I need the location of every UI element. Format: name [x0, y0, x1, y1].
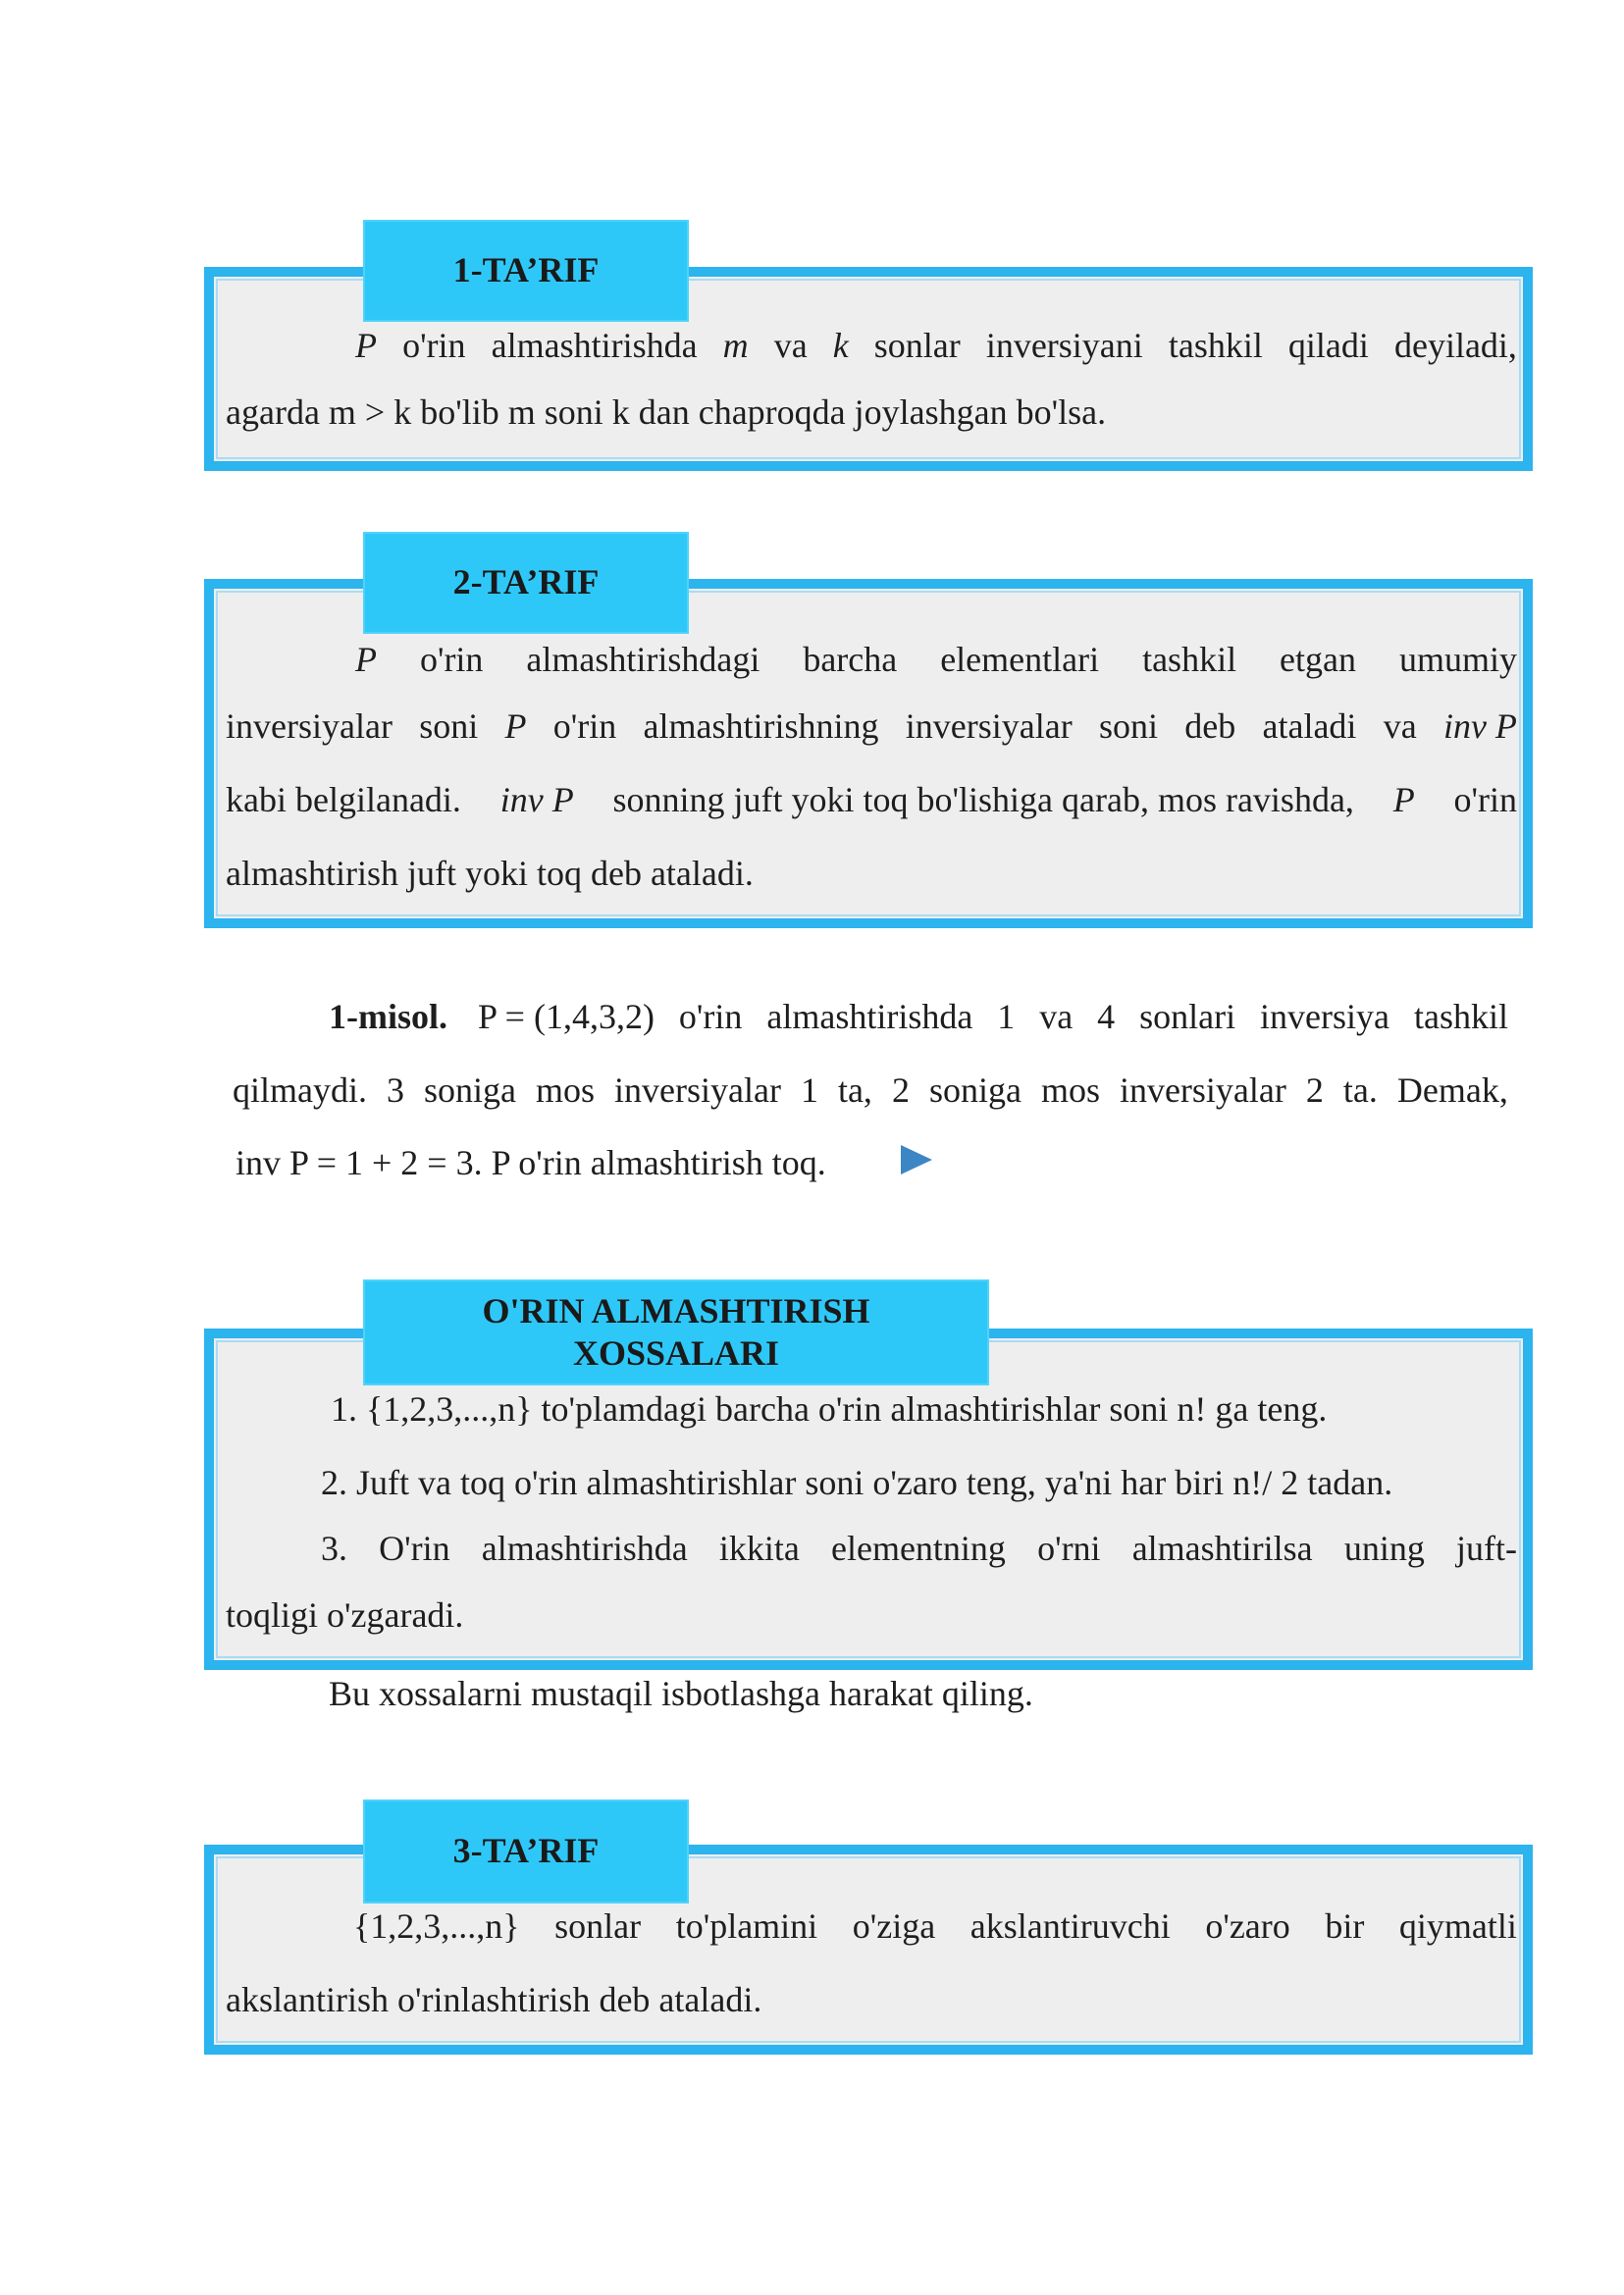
word: o'rin [419, 640, 484, 679]
definition-3-line-1 [353, 1908, 1517, 1944]
properties-label-line-2: XOSSALARI [572, 1333, 780, 1373]
word: ataladi [1262, 706, 1357, 746]
word: 1 [800, 1070, 818, 1110]
word: to'plamini [675, 1906, 818, 1946]
word: 3. [321, 1529, 347, 1568]
word: inversiyalar [905, 706, 1073, 746]
word: P [355, 326, 377, 365]
word: va [1383, 706, 1417, 746]
word: almashtirishning [643, 706, 879, 746]
example-1-line-3: inv P = 1 + 2 = 3. P o'rin almashtirish toq. [236, 1143, 826, 1182]
word: almashtirishda [491, 326, 698, 365]
word: o'rin [678, 997, 743, 1036]
definition-3-line-2: akslantirish o'rinlashtirish deb ataladi. [226, 1980, 762, 2019]
word: o'rin [1453, 780, 1517, 819]
word: qilmaydi. [233, 1070, 367, 1110]
property-3-line-1 [321, 1531, 1517, 1566]
word: almashtirishda [481, 1529, 688, 1568]
word: uning [1343, 1529, 1425, 1568]
word: P [504, 706, 527, 746]
word: inversiyalar [1119, 1070, 1286, 1110]
word: sonlar [873, 326, 961, 365]
word: umumiy [1398, 640, 1517, 679]
word: elementlari [940, 640, 1100, 679]
definition-1-label-text: 1-TA’RIF [452, 250, 600, 290]
definition-2-line-4: almashtirish juft yoki toq deb ataladi. [226, 854, 754, 893]
word: kabi belgilanadi. [226, 780, 461, 819]
property-2: 2. Juft va toq o'rin almashtirishlar soni o'zaro teng, ya'ni har biri n!/ 2 tadan. [321, 1463, 1393, 1502]
word: elementning [830, 1529, 1006, 1568]
word: ta. [1342, 1070, 1378, 1110]
word: m [722, 326, 749, 365]
word: va [773, 326, 808, 365]
word: va [1039, 997, 1074, 1036]
word: 2 [891, 1070, 910, 1110]
word: almashtirishda [766, 997, 973, 1036]
word: qiymatli [1398, 1906, 1517, 1946]
word: deb [1184, 706, 1236, 746]
word: juft- [1455, 1529, 1517, 1568]
definition-1-label [365, 222, 687, 320]
word: qiladi [1287, 326, 1369, 365]
word: soniga [424, 1070, 516, 1110]
word: tashkil [1142, 640, 1237, 679]
word: ta, [837, 1070, 872, 1110]
word: soni [1098, 706, 1158, 746]
property-3-line-2: toqligi o'zgaradi. [226, 1595, 464, 1635]
properties-label-line-1: O'RIN ALMASHTIRISH [482, 1290, 870, 1330]
word: tashkil [1413, 997, 1508, 1036]
word: barcha [803, 640, 898, 679]
word: sonning juft yoki toq bo'lishiga qarab, mos ravishda, [612, 780, 1354, 819]
play-arrow-icon [901, 1145, 932, 1174]
word: inversiyalar [226, 706, 393, 746]
example-1-line-2 [233, 1072, 1508, 1108]
word: k [832, 326, 849, 365]
word: sonlar [554, 1906, 642, 1946]
definition-3-label-text: 3-TA’RIF [452, 1831, 600, 1871]
properties-label [365, 1281, 987, 1383]
word: {1,2,3,...,n} [353, 1906, 520, 1946]
word: inversiyalar [614, 1070, 781, 1110]
word: almashtirilsa [1131, 1529, 1313, 1568]
definition-3-label [365, 1801, 687, 1902]
word: inv P [499, 780, 574, 819]
word: o'ziga [852, 1906, 936, 1946]
definition-2-line-1 [355, 642, 1517, 677]
word: sonlari [1139, 997, 1236, 1036]
word: mos [536, 1070, 596, 1110]
word: inversiya [1260, 997, 1390, 1036]
word: P [1392, 780, 1415, 819]
word: o'rni [1037, 1529, 1101, 1568]
example-1-title: 1-misol. [329, 997, 447, 1036]
definition-2-label-text: 2-TA’RIF [452, 562, 600, 602]
word: o'rin [402, 326, 466, 365]
word: akslantiruvchi [969, 1906, 1171, 1946]
definition-2-line-3 [226, 782, 1517, 817]
definition-2-line-2 [226, 708, 1517, 744]
word: bir [1325, 1906, 1365, 1946]
properties-note: Bu xossalarni mustaqil isbotlashga harakat qiling. [329, 1674, 1033, 1713]
word: soniga [928, 1070, 1022, 1110]
word: P [355, 640, 377, 679]
word: 4 [1097, 997, 1116, 1036]
definition-2-label [365, 534, 687, 632]
word: tashkil [1168, 326, 1263, 365]
definition-1-line-1 [355, 328, 1517, 363]
word: 2 [1305, 1070, 1324, 1110]
word: inversiyani [985, 326, 1143, 365]
word: 1 [997, 997, 1016, 1036]
word: deyiladi, [1393, 326, 1517, 365]
word: ikkita [718, 1529, 800, 1568]
word: Demak, [1396, 1070, 1508, 1110]
word: P = (1,4,3,2) [478, 997, 655, 1036]
example-1-line-1 [478, 999, 1508, 1034]
word: mos [1040, 1070, 1100, 1110]
word: o'zaro [1205, 1906, 1290, 1946]
word: almashtirishdagi [526, 640, 760, 679]
word: 3 [387, 1070, 404, 1110]
word: o'rin [552, 706, 617, 746]
property-1: 1. {1,2,3,...,n} to'plamdagi barcha o'rin almashtirishlar soni n! ga teng. [331, 1389, 1328, 1429]
word: etgan [1280, 640, 1356, 679]
word: soni [419, 706, 479, 746]
word: O'rin [379, 1529, 450, 1568]
word: inv P [1442, 706, 1517, 746]
definition-1-line-2: agarda m > k bo'lib m soni k dan chaproqda joylashgan bo'lsa. [226, 392, 1107, 432]
